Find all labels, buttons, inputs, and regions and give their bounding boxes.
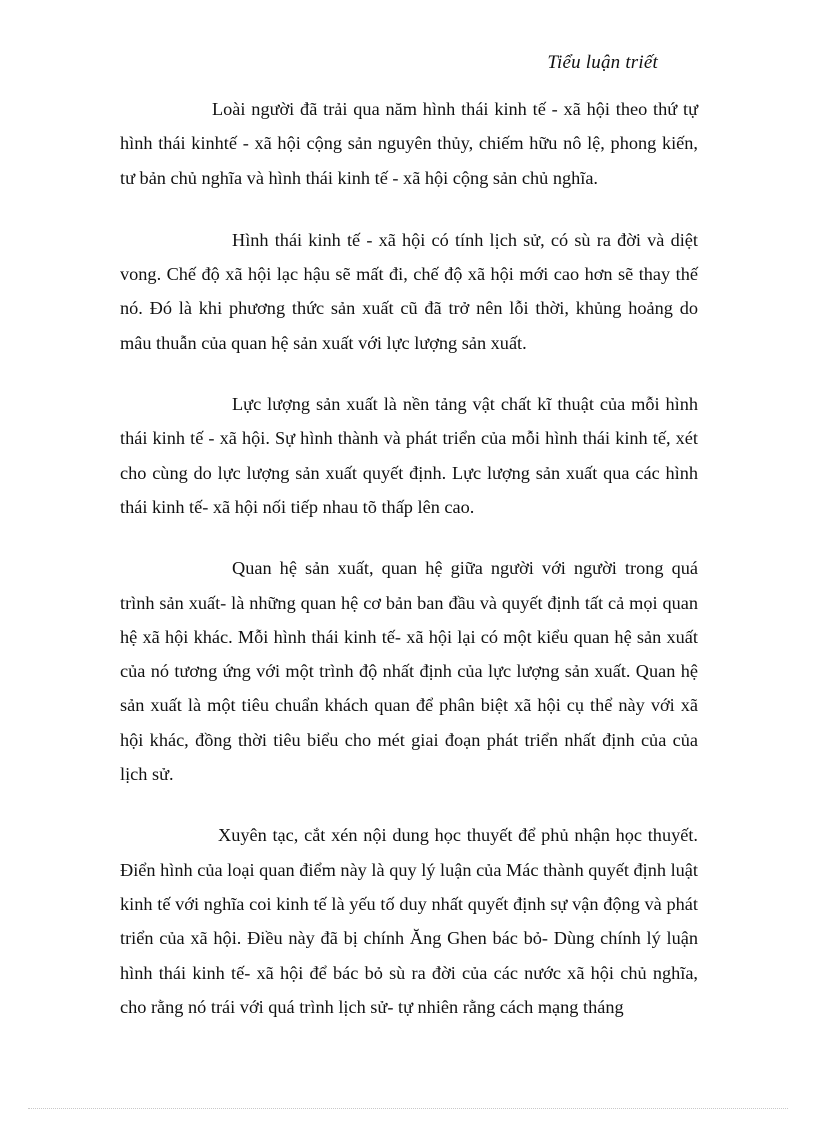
paragraph-productive-forces: Lực lượng sản xuất là nền tảng vật chất kĩ thuật của mỗi hình thái kinh tế - xã hội. Sự hình thành và phát triển của mỗi hình thái kinh tế, xét cho cùng do lực lượng sản xuất quyết định. Lực lượng sản xuất qua các hình thái kinh tế- xã hội nối tiếp nhau tõ thấp lên cao. [120,394,698,517]
paragraph-five-socioeconomic-formations: Loài người đã trải qua năm hình thái kinh tế - xã hội theo thứ tự hình thái kinhtế - xã hội cộng sản nguyên thủy, chiếm hữu nô lệ, phong kiến, tư bản chủ nghĩa và hình thái kinh tế - xã hội cộng sản chủ nghĩa. [120,99,698,188]
paragraph-relations-of-production: Quan hệ sản xuất, quan hệ giữa người với người trong quá trình sản xuất- là những quan hệ cơ bản ban đầu và quyết định tất cả mọi quan hệ xã hội khác. Mỗi hình thái kinh tế- xã hội lại có một kiểu quan hệ sản xuất của nó tương ứng với một trình độ nhất định của lực lượng sản xuất. Quan hệ sản xuất là một tiêu chuẩn khách quan để phân biệt xã hội cụ thể này với xã hội khác, đồng thời tiêu biểu cho mét giai đoạn phát triển nhất định của của lịch sử. [120,558,698,785]
paragraph-historical-nature: Hình thái kinh tế - xã hội có tính lịch sử, có sù ra đời và diệt vong. Chế độ xã hội lạc hậu sẽ mất đi, chế độ xã hội mới cao hơn sẽ thay thế nó. Đó là khi phương thức sản xuất cũ đã trở nên lỗi thời, khủng hoảng do mâu thuẫn của quan hệ sản xuất với lực lượng sản xuất. [120,229,698,353]
paragraph-distortion-of-theory: Xuyên tạc, cắt xén nội dung học thuyết để phủ nhận học thuyết. Điển hình của loại quan điểm này là quy lý luận của Mác thành quyết định luật kinh tế với nghĩa coi kinh tế là yếu tố duy nhất quyết định sự vận động và phát triển của xã hội. Điều này đã bị chính Ăng Ghen bác bỏ- Dùng chính lý luận hình thái kinh tế- xã hội để bác bỏ sù ra đời của các nước xã hội chủ nghĩa, cho rằng nó trái với quá trình lịch sử- tự nhiên rằng cách mạng tháng [120,825,698,1017]
page-header-title: Tiểu luận triết [547,52,658,73]
page-bottom-divider [28,1108,788,1109]
document-body [120,92,698,1024]
